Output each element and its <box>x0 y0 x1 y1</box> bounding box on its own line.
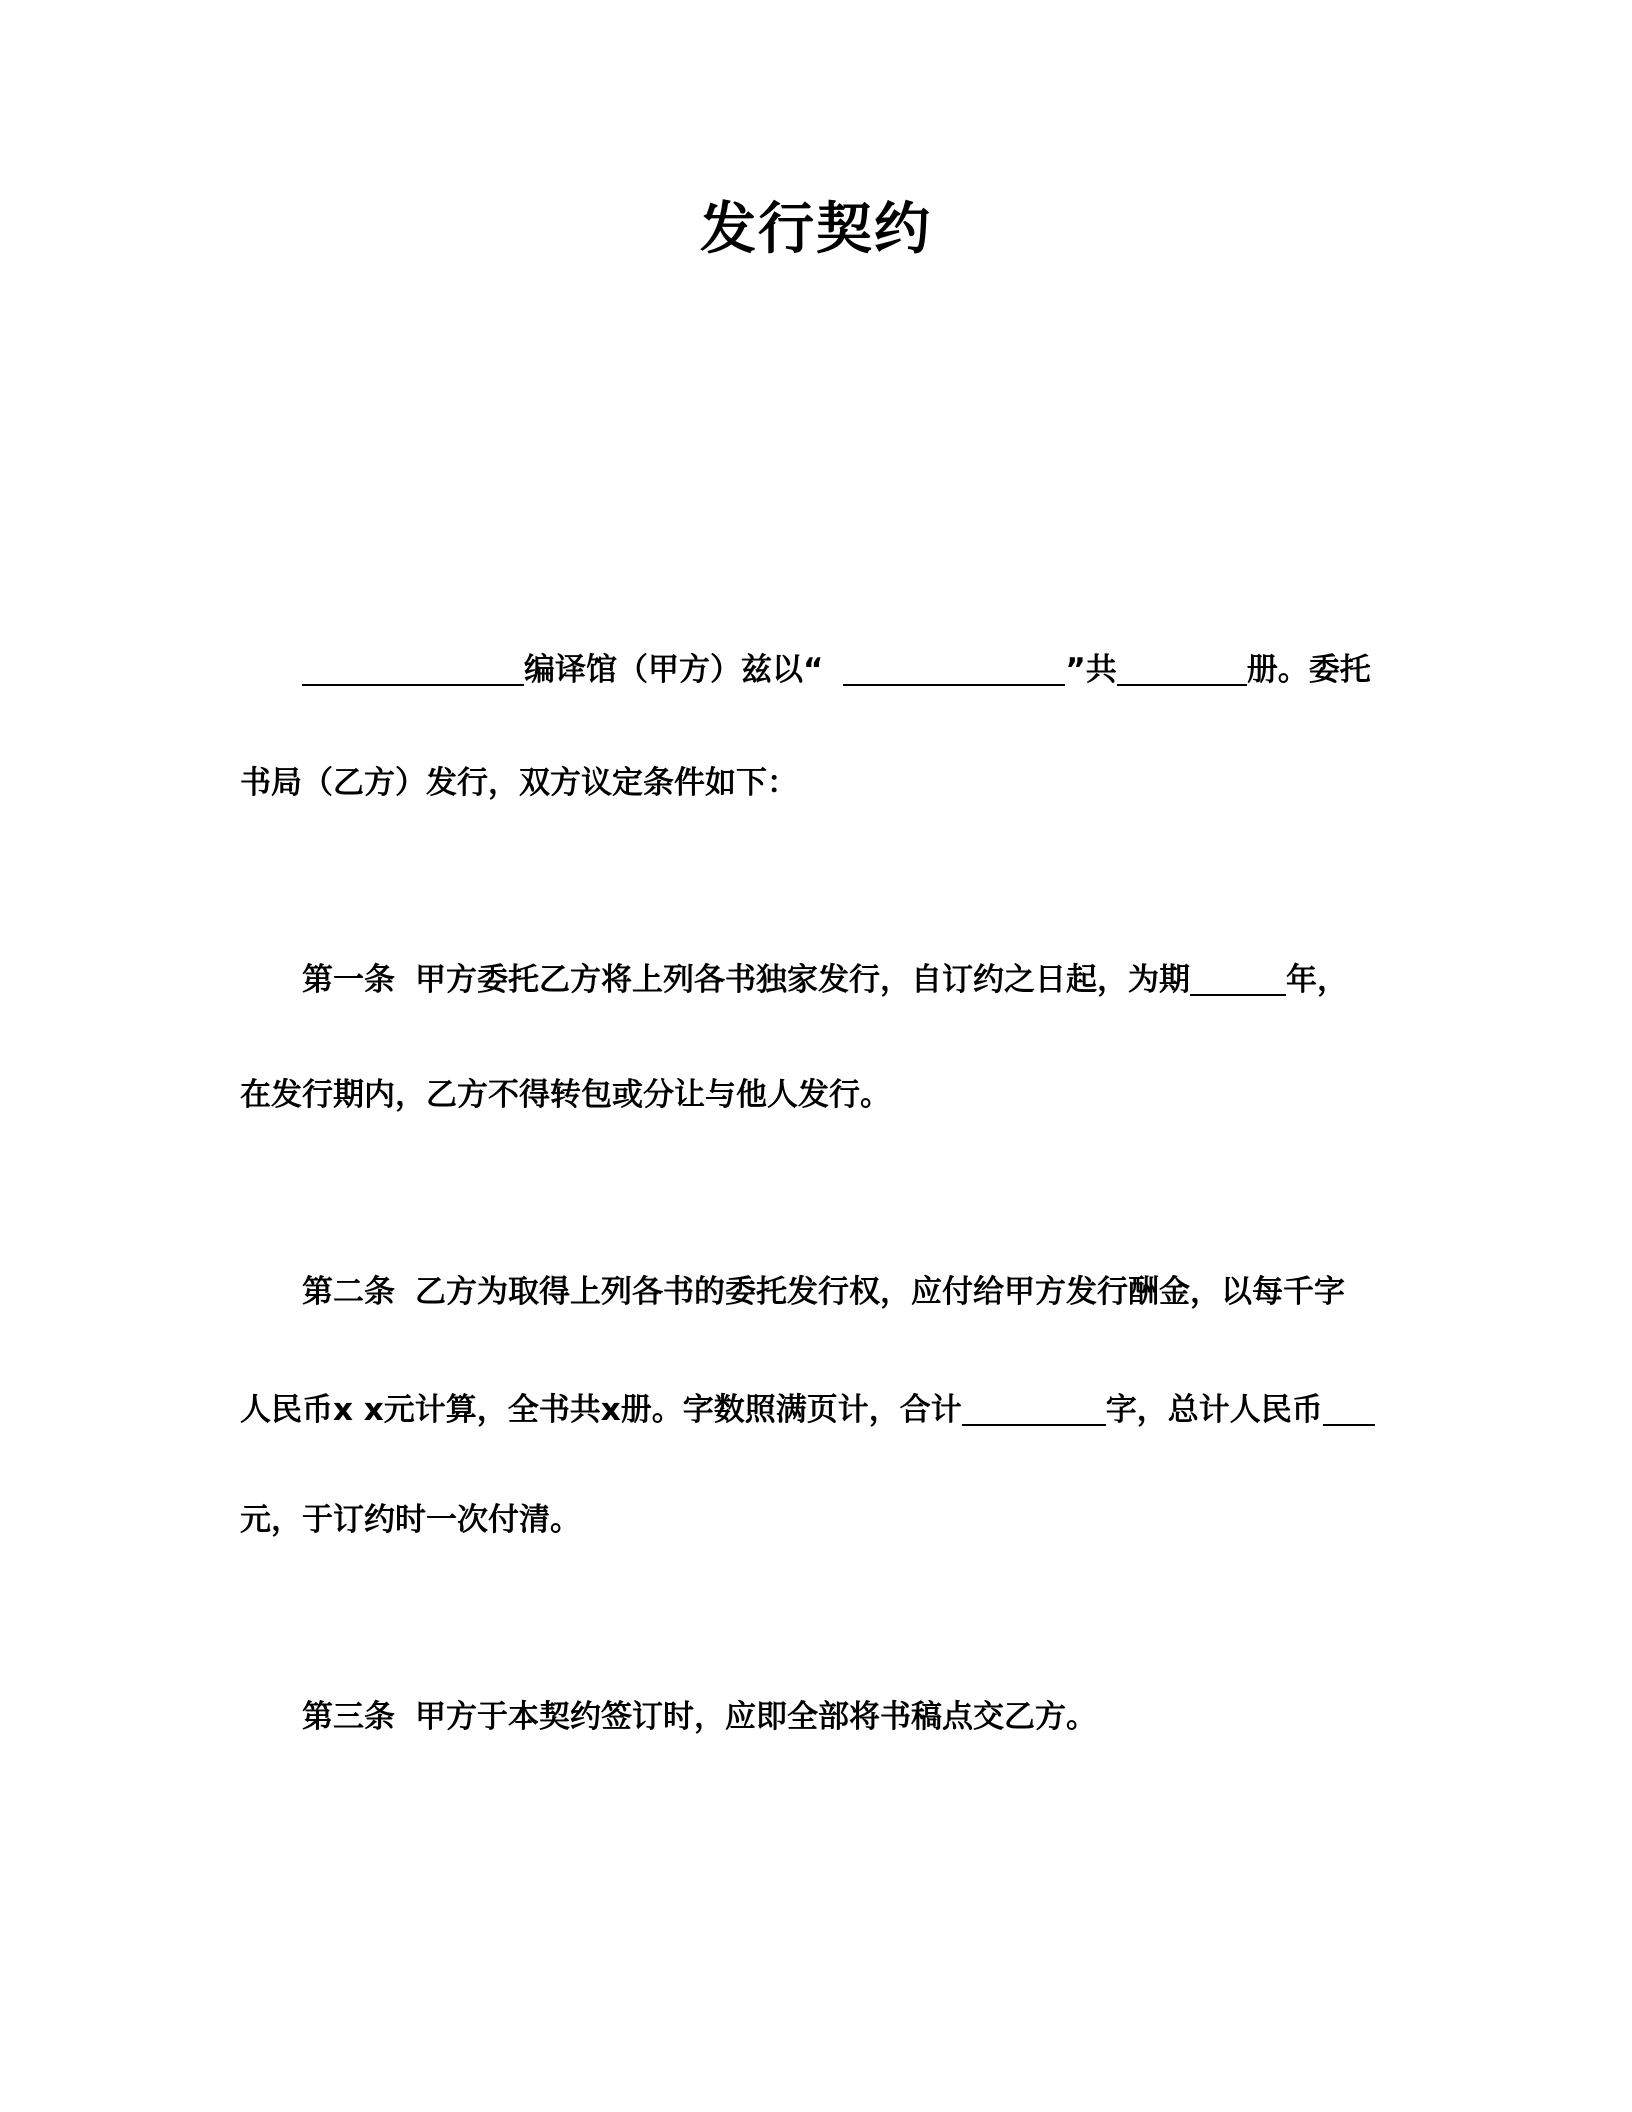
article2-text-1: 乙方为取得上列各书的委托发行权，应付给甲方发行酬金，以每千字 <box>415 1274 1345 1310</box>
article2-text-2b: 字，总计人民币 <box>1105 1392 1323 1428</box>
document-title: 发行契约 <box>700 197 932 262</box>
intro-text-2: ”共 <box>1065 652 1117 688</box>
volume-count-blank <box>1117 654 1247 686</box>
article2-line-3: 元，于订约时一次付清。 <box>240 1502 581 1538</box>
article1-text-1a: 甲方委托乙方将上列各书独家发行，自订约之日起，为期 <box>415 962 1190 998</box>
article2-line-2 <box>240 1392 1375 1429</box>
article3-line-1 <box>240 1699 1097 1736</box>
total-amount-blank <box>1323 1394 1375 1426</box>
article1-line-2: 在发行期内，乙方不得转包或分让与他人发行。 <box>240 1077 891 1113</box>
article1-heading: 第一条 <box>302 962 395 998</box>
publisher-name-blank <box>302 654 524 686</box>
word-count-blank <box>962 1394 1106 1426</box>
book-title-blank <box>843 654 1065 686</box>
article2-heading: 第二条 <box>302 1274 395 1310</box>
intro-line-1 <box>240 652 1371 689</box>
intro-text-3: 册。委托 <box>1246 652 1371 688</box>
article1-line-1 <box>240 962 1348 999</box>
article1-text-1b: 年， <box>1286 962 1348 998</box>
article2-line-1 <box>240 1274 1345 1311</box>
intro-text-1: 编译馆（甲方）兹以“ <box>524 652 824 688</box>
intro-line-2: 书局（乙方）发行，双方议定条件如下： <box>240 765 798 801</box>
article2-text-2a: 人民币x x元计算，全书共x册。字数照满页计，合计 <box>240 1392 962 1428</box>
term-years-blank <box>1190 964 1286 996</box>
article3-text-1: 甲方于本契约签订时，应即全部将书稿点交乙方。 <box>415 1699 1097 1735</box>
article3-heading: 第三条 <box>302 1699 395 1735</box>
